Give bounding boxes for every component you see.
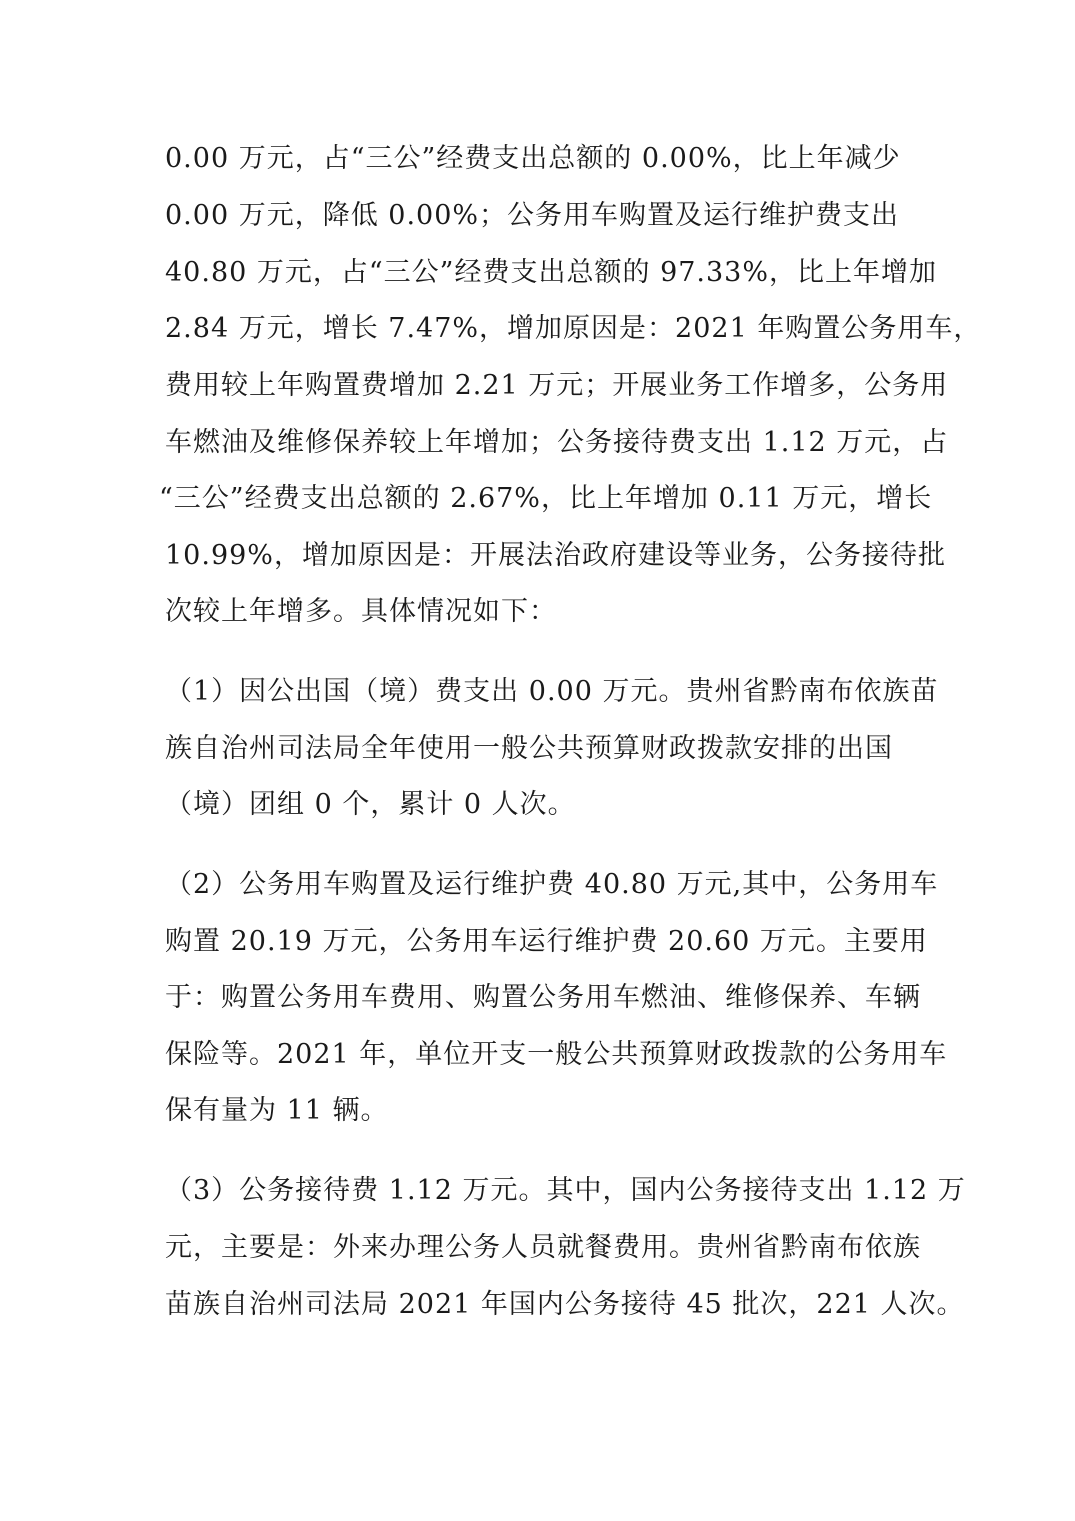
summary-line-4: 2.84 万元，增长 7.47%，增加原因是：2021 年购置公务用车， [165, 313, 982, 344]
item-2-line-4: 保险等。2021 年，单位开支一般公共预算财政拨款的公务用车 [165, 1039, 948, 1070]
item-2-line-5: 保有量为 11 辆。 [165, 1095, 389, 1126]
item-3-line-2: 元，主要是：外来办理公务人员就餐费用。贵州省黔南布依族 [165, 1232, 921, 1263]
summary-line-1: 0.00 万元，占“三公”经费支出总额的 0.00%，比上年减少 [165, 143, 901, 174]
summary-line-2: 0.00 万元，降低 0.00%；公务用车购置及运行维护费支出 [165, 200, 900, 231]
item-2-line-1: （2）公务用车购置及运行维护费 40.80 万元,其中，公务用车 [165, 869, 939, 900]
item-2-line-2: 购置 20.19 万元，公务用车运行维护费 20.60 万元。主要用 [165, 926, 928, 957]
item-1-line-2: 族自治州司法局全年使用一般公共预算财政拨款安排的出国 [165, 733, 893, 764]
summary-line-8: 10.99%，增加原因是：开展法治政府建设等业务，公务接待批 [165, 540, 946, 571]
item-3-line-1: （3）公务接待费 1.12 万元。其中，国内公务接待支出 1.12 万 [165, 1175, 966, 1206]
summary-line-3: 40.80 万元，占“三公”经费支出总额的 97.33%，比上年增加 [165, 257, 938, 288]
summary-line-6: 车燃油及维修保养较上年增加；公务接待费支出 1.12 万元，占 [165, 427, 949, 458]
item-1-line-3: （境）团组 0 个，累计 0 人次。 [165, 789, 576, 820]
item-2-line-3: 于：购置公务用车费用、购置公务用车燃油、维修保养、车辆 [165, 982, 921, 1013]
summary-line-9: 次较上年增多。具体情况如下： [165, 596, 557, 627]
summary-line-7: “三公”经费支出总额的 2.67%，比上年增加 0.11 万元，增长 [159, 483, 933, 514]
item-1-line-1: （1）因公出国（境）费支出 0.00 万元。贵州省黔南布依族苗 [165, 676, 939, 707]
summary-line-5: 费用较上年购置费增加 2.21 万元；开展业务工作增多，公务用 [165, 370, 949, 401]
item-3-line-3: 苗族自治州司法局 2021 年国内公务接待 45 批次，221 人次。 [165, 1289, 965, 1320]
